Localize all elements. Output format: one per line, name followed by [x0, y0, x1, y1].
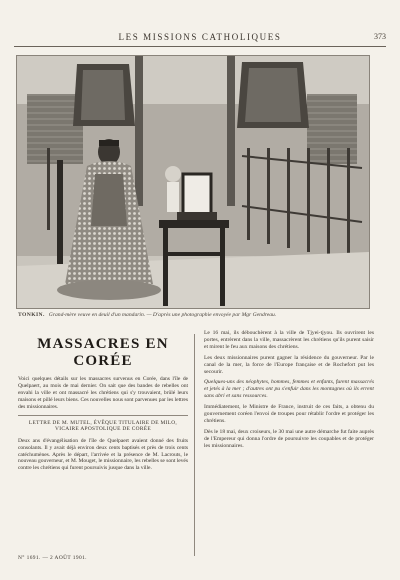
left-column — [18, 330, 188, 476]
column-divider — [194, 334, 195, 556]
section-divider — [18, 415, 188, 416]
running-head-title: LES MISSIONS CATHOLIQUES — [118, 32, 282, 42]
left-body-paragraph: Deux ans d'évangélisation de l'île de Quelpaert avaient donné des fruits consolants. Il y avait déjà environ deux cents baptisés et près de trois cents catéchumènes. Après le départ, l'arrivée et la présence de M. Lacrouts, le nouveau gouverneur, et M. Mouget, le missionnaire, les rebelles se sont levés contre les chrétiens qui furent poursuivis jusque dans la ville. — [18, 437, 188, 472]
letter-subhead: LETTRE DE M. MUTEL, ÉVÊQUE TITULAIRE DE MILO, VICAIRE APOSTOLIQUE DE CORÉE — [28, 419, 178, 433]
right-column — [204, 330, 374, 454]
issue-footer: N° 1691. — 2 AOÛT 1901. — [18, 555, 87, 561]
right-paragraph-4: Dès le 18 mai, deux croiseurs, le 30 mai une autre démarche fut faite auprès de l'Empereur qui donna l'ordre de poursuivre les coupables et de protéger les missionnaires. — [204, 428, 374, 449]
article-headline: MASSACRES EN CORÉE — [37, 336, 169, 369]
right-italic-paragraph: Quelques-uns des néophytes, hommes, femmes et enfants, furent massacrés et jetés à la mer ; d'autres ont pu s'enfuir dans les montagnes où ils errent sans abri et sans ressources. — [204, 379, 374, 400]
caption-text: Grand-mère veuve en deuil d'un mandarin. — D'après une photographie envoyée par Mgr Gendreau. — [48, 312, 277, 318]
caption-place: TONKIN. — [18, 312, 45, 318]
right-paragraph-1: Le 16 mai, ils débouchèrent à la ville de Tjyei-tjyou. Ils ouvrirent les portes, entrèrent dans la ville, massacrèrent les chrétiens qu'ils purent saisir et mirent le feu aux maisons des chrétiens. — [204, 330, 374, 350]
article-intro: Voici quelques détails sur les massacres survenus en Corée, dans l'île de Quelpaert, au mois de mai dernier. On sait que des bandes de rebelles ont envahi la ville et ont massacré les chrétiens qui s'y trouvaient, brûlé leurs maisons et pillé leurs biens. Ces nouvelles nous sont parvenues par les lettres des missionnaires. — [18, 376, 188, 410]
running-head — [14, 32, 386, 47]
right-paragraph-3: Immédiatement, le Ministre de France, instruit de ces faits, a obtenu du gouvernement coréen l'envoi de troupes pour rétablir l'ordre et protéger les chrétiens. — [204, 404, 374, 424]
photo-illustration — [17, 56, 369, 308]
right-paragraph-2: Les deux missionnaires purent gagner la résidence du gouverneur. Par le canal de la mer, la force de l'Europe française et de Rochefort put les secourir. — [204, 354, 374, 375]
photograph — [16, 55, 370, 309]
page-number: 373 — [374, 32, 386, 41]
photo-caption — [18, 312, 378, 319]
